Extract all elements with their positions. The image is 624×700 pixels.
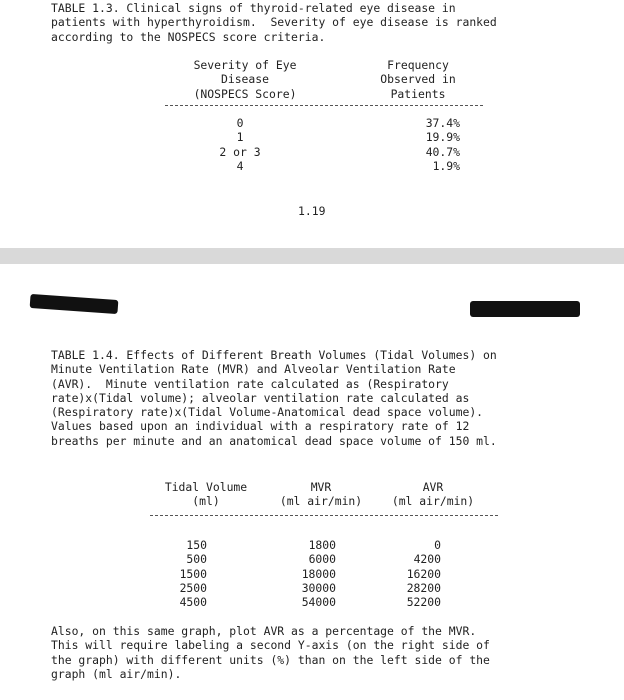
header-line: (NOSPECS Score): [193, 86, 297, 101]
header-line: Observed in: [380, 72, 456, 87]
table14-header-avr: [380, 480, 486, 509]
avr-cell: 16200: [406, 566, 441, 581]
table-row: [165, 130, 495, 144]
caption-line: breaths per minute and an anatomical dead space volume of 150 ml.: [51, 433, 497, 448]
redaction-mark-left: [30, 294, 119, 314]
avr-cell: 52200: [406, 595, 441, 610]
table13-header-frequency: [358, 58, 478, 101]
freq-cell: 40.7%: [425, 144, 460, 159]
table14-divider: [150, 515, 498, 516]
mvr-cell: 54000: [301, 595, 336, 610]
paragraph-line: graph (ml air/min).: [51, 666, 182, 681]
caption-line: rate)x(Tidal volume); alveolar ventilation rate calculated as: [51, 390, 470, 405]
redaction-mark-right: [470, 301, 580, 317]
paragraph-line: the graph) with different units (%) than on the left side of the: [51, 652, 490, 667]
mvr-cell: 18000: [301, 566, 336, 581]
tidal-cell: 150: [186, 538, 207, 552]
table-row: [150, 581, 450, 595]
table13-caption: [51, 1, 497, 44]
caption-line: patients with hyperthyroidism. Severity of eye disease is ranked: [51, 15, 497, 30]
table13-body: [165, 116, 495, 173]
table13-header-severity: [180, 58, 310, 101]
tidal-cell: 500: [186, 552, 207, 567]
table-row: [150, 552, 450, 566]
mvr-cell: 6000: [308, 552, 336, 567]
table14-header-mvr: [268, 480, 374, 509]
header-line: Tidal Volume: [164, 480, 248, 494]
freq-cell: 19.9%: [425, 130, 460, 145]
table13-divider: [165, 105, 483, 106]
caption-line: Minute Ventilation Rate (MVR) and Alveolar Ventilation Rate: [51, 362, 456, 377]
score-cell: 0: [236, 116, 244, 130]
header-line: Frequency: [387, 58, 449, 72]
table-row: [165, 116, 495, 130]
table14-header-tidal: [150, 480, 262, 509]
caption-line: Values based upon an individual with a respiratory rate of 12: [51, 419, 470, 434]
mvr-cell: 1800: [308, 538, 336, 552]
paragraph-line: Also, on this same graph, plot AVR as a percentage of the MVR.: [51, 624, 477, 638]
page-separator: [0, 248, 624, 264]
avr-cell: 4200: [413, 552, 441, 567]
score-cell: 4: [236, 158, 244, 173]
caption-line: (Respiratory rate)x(Tidal Volume-Anatomical dead space volume).: [51, 405, 484, 420]
score-cell: 1: [236, 130, 244, 145]
header-line: Disease: [220, 72, 269, 87]
caption-line: TABLE 1.4. Effects of Different Breath Volumes (Tidal Volumes) on: [51, 348, 497, 362]
page-number: 1.19: [298, 204, 326, 218]
score-cell: 2 or 3: [219, 144, 261, 159]
table-row: [150, 595, 450, 609]
freq-cell: 37.4%: [425, 116, 460, 130]
tidal-cell: 4500: [179, 595, 207, 610]
table14-body: [150, 538, 450, 609]
freq-cell: 1.9%: [432, 158, 460, 173]
tidal-cell: 1500: [179, 566, 207, 581]
header-line: (ml air/min): [279, 494, 363, 509]
table-row: [165, 159, 495, 173]
table14-caption: [51, 348, 497, 448]
header-line: AVR: [422, 480, 444, 494]
caption-line: (AVR). Minute ventilation rate calculated as (Respiratory: [51, 376, 449, 391]
header-line: Severity of Eye: [193, 58, 297, 72]
caption-line: TABLE 1.3. Clinical signs of thyroid-related eye disease in: [51, 1, 456, 15]
avr-cell: 0: [434, 538, 441, 552]
paragraph-line: This will require labeling a second Y-axis (on the right side of: [51, 638, 490, 653]
caption-line: according to the NOSPECS score criteria.: [51, 29, 326, 44]
tidal-cell: 2500: [179, 580, 207, 595]
header-line: (ml air/min): [391, 494, 475, 509]
table-row: [150, 538, 450, 552]
header-line: MVR: [310, 480, 332, 494]
avr-cell: 28200: [406, 580, 441, 595]
mvr-cell: 30000: [301, 580, 336, 595]
header-line: Patients: [390, 86, 446, 101]
instructions-paragraph: [51, 624, 490, 681]
table-row: [165, 145, 495, 159]
table-row: [150, 567, 450, 581]
header-line: (ml): [192, 494, 220, 509]
